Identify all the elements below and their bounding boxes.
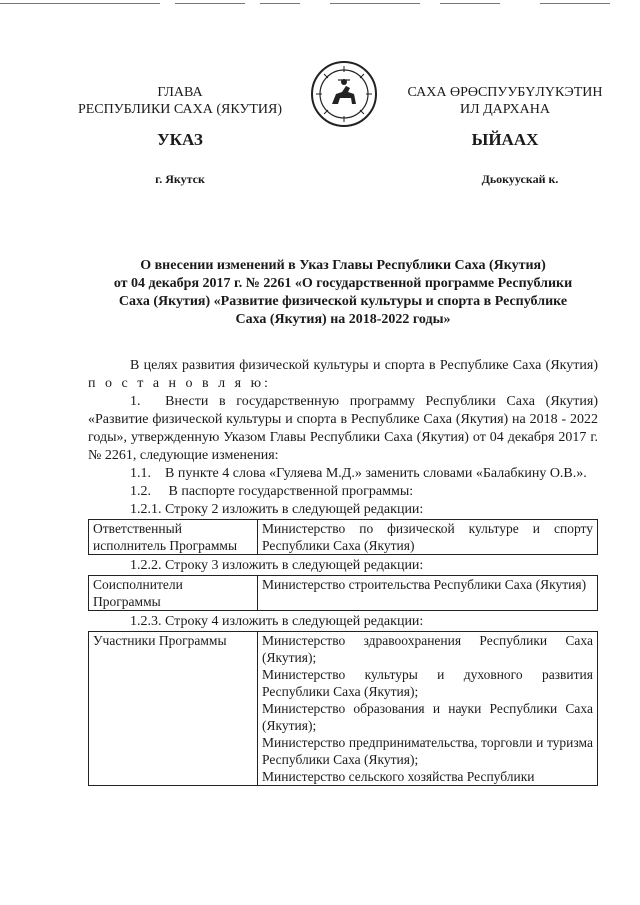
participant-item: Министерство здравоохранения Республики Саха (Якутия);: [262, 633, 593, 665]
title-line: Саха (Якутия) на 2018-2022 годы»: [235, 312, 451, 327]
intro-text: В целях развития физической культуры и спорта в Республике Саха (Якутия): [130, 358, 598, 373]
item-1: 1. Внести в государственную программу Республики Саха (Якутия) «Развитие физической культуры и спорта в Республике Саха (Якутия) на 2018 - 2022 годы», утвержденную Указом Главы Республики Саха (Якутия) от 04 декабря 2017 г. № 2261, следующие изменения:: [88, 394, 598, 463]
city-ru: г. Якутск: [155, 172, 205, 186]
issuer-ru-line1: ГЛАВА: [157, 85, 203, 100]
table-cell-value: Министерство по физической культуре и спорту Республики Саха (Якутия): [258, 520, 598, 555]
decree-word: п о с т а н о в л я ю:: [88, 376, 271, 391]
issuer-sakha-line1: САХА ӨРӨСПУУБҮЛҮКЭТИН: [407, 85, 603, 100]
table-cell-label: Ответственный исполнитель Программы: [89, 520, 258, 555]
table-row-2: [88, 519, 598, 555]
participant-item: Министерство культуры и духовного развития Республики Саха (Якутия);: [262, 667, 593, 699]
participant-item: Министерство образования и науки Республики Саха (Якутия);: [262, 701, 593, 733]
city-sakha: Дьокуускай к.: [481, 172, 559, 186]
table-row-4: [88, 631, 598, 786]
issuer-ru: [70, 84, 290, 118]
table-cell-label: Участники Программы: [89, 632, 258, 786]
issuer-sakha: [395, 84, 615, 118]
participant-item: Министерство предпринимательства, торговли и туризма Республики Саха (Якутия);: [262, 735, 593, 767]
title-line: Саха (Якутия) «Развитие физической культуры и спорта в Республике: [118, 294, 568, 309]
decree-body: [88, 357, 598, 788]
intro-paragraph: [88, 357, 598, 393]
issuer-sakha-line2: ИЛ ДАРХАНА: [459, 102, 550, 117]
scan-artifact-line: [0, 0, 640, 8]
table-row-3: [88, 575, 598, 611]
issuer-ru-line2: РЕСПУБЛИКИ САХА (ЯКУТИЯ): [77, 102, 283, 117]
decree-title: [88, 257, 598, 329]
table-cell-value: [258, 632, 598, 786]
doc-type-ru: УКАЗ: [157, 130, 203, 149]
title-line: О внесении изменений в Указ Главы Республики Саха (Якутия): [140, 258, 546, 273]
item-1-2-2: 1.2.2. Строку 3 изложить в следующей редакции:: [130, 558, 424, 573]
table-cell-label: Соисполнители Программы: [89, 576, 258, 611]
participant-item: Министерство сельского хозяйства Республики: [262, 769, 535, 784]
doc-type-sakha: ЫЙААХ: [471, 130, 539, 149]
item-1-2: 1.2. В паспорте государственной программы:: [130, 484, 414, 499]
item-1-2-3: 1.2.3. Строку 4 изложить в следующей редакции:: [130, 614, 424, 629]
title-line: от 04 декабря 2017 г. № 2261 «О государственной программе Республики: [113, 276, 573, 291]
coat-of-arms-emblem: [310, 60, 378, 128]
item-1-2-1: 1.2.1. Строку 2 изложить в следующей редакции:: [130, 502, 424, 517]
item-1-1: 1.1. В пункте 4 слова «Гуляева М.Д.» заменить словами «Балабкину О.В.».: [130, 466, 587, 481]
table-cell-value: Министерство строительства Республики Саха (Якутия): [258, 576, 598, 611]
